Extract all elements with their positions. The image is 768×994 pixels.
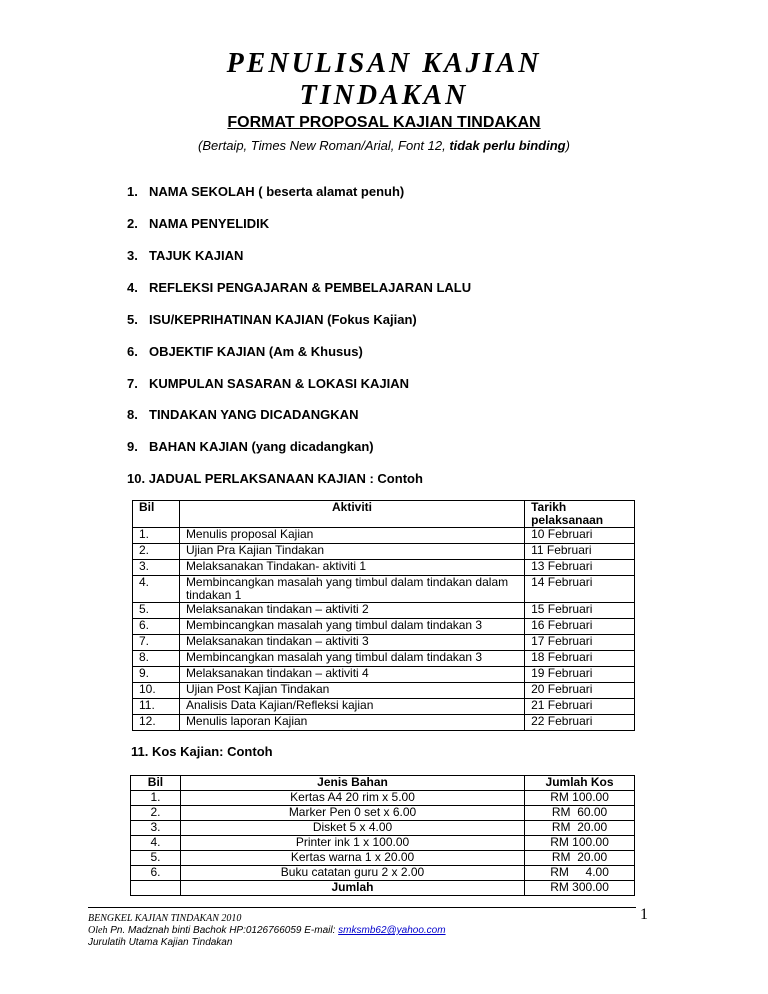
list-item: 6. OBJEKTIF KAJIAN (Am & Khusus) [127, 344, 363, 359]
table-row: 6. Buku catatan guru 2 x 2.00 RM 4.00 [131, 866, 635, 881]
schedule-table [132, 500, 635, 731]
page-subtitle: FORMAT PROPOSAL KAJIAN TINDAKAN [227, 114, 541, 131]
table-row: 3. Disket 5 x 4.00 RM 20.00 [131, 821, 635, 836]
format-note-pre: (Bertaip, Times New Roman/Arial, Font 12, [198, 138, 450, 153]
list-item: 3. TAJUK KAJIAN [127, 248, 244, 263]
table-row: 3. Melaksanakan Tindakan- aktiviti 1 13 Februari [133, 560, 635, 576]
list-item: 1. NAMA SEKOLAH ( beserta alamat penuh) [127, 184, 405, 199]
total-value: RM 300.00 [525, 881, 635, 896]
list-item: 7. KUMPULAN SASARAN & LOKASI KAJIAN [127, 376, 410, 391]
table-row: 2. Marker Pen 0 set x 6.00 RM 60.00 [131, 806, 635, 821]
page-number: 1 [640, 906, 648, 923]
header-bil: Bil [133, 501, 180, 528]
footer-line1: BENGKEL KAJIAN TINDAKAN 2010 [88, 913, 242, 924]
table-row: 8. Membincangkan masalah yang timbul dalam tindakan 3 18 Februari [133, 651, 635, 667]
page-title-line1: PENULISAN KAJIAN [226, 48, 542, 79]
table-row: 6. Membincangkan masalah yang timbul dalam tindakan 3 16 Februari [133, 619, 635, 635]
table-row: 5. Kertas warna 1 x 20.00 RM 20.00 [131, 851, 635, 866]
list-item: 4. REFLEKSI PENGAJARAN & PEMBELAJARAN LALU [127, 280, 472, 295]
format-note-bold: tidak perlu binding [449, 138, 566, 153]
table-row: 9. Melaksanakan tindakan – aktiviti 4 19 Februari [133, 667, 635, 683]
email-link[interactable]: smksmb62@yahoo.com [338, 925, 446, 936]
total-label: Jumlah [180, 881, 524, 896]
footer-text [88, 913, 446, 949]
cost-table [130, 775, 635, 896]
table-row: 4. Printer ink 1 x 100.00 RM 100.00 [131, 836, 635, 851]
list-item: 2. NAMA PENYELIDIK [127, 216, 270, 231]
table-row: 11. Analisis Data Kajian/Refleksi kajian 21 Februari [133, 699, 635, 715]
page-title-line2: TINDAKAN [299, 80, 469, 111]
table-total-row [131, 881, 635, 896]
format-note [0, 138, 768, 153]
list-item: 10. JADUAL PERLAKSANAAN KAJIAN : Contoh [127, 471, 423, 486]
header-tarikh: Tarikh pelaksanaan [525, 501, 635, 528]
list-item: 5. ISU/KEPRIHATINAN KAJIAN (Fokus Kajian) [127, 312, 417, 327]
header-aktiviti: Aktiviti [179, 501, 524, 528]
format-note-post: ) [565, 138, 570, 153]
table-row: 10. Ujian Post Kajian Tindakan 20 Februari [133, 683, 635, 699]
table-row: 12. Menulis laporan Kajian 22 Februari [133, 715, 635, 731]
header-bil: Bil [131, 776, 181, 791]
table-header-row [133, 501, 635, 528]
header-jenis-bahan: Jenis Bahan [180, 776, 524, 791]
table-row: 2. Ujian Pra Kajian Tindakan 11 Februari [133, 544, 635, 560]
table-row: 7. Melaksanakan tindakan – aktiviti 3 17 Februari [133, 635, 635, 651]
list-item: 9. BAHAN KAJIAN (yang dicadangkan) [127, 439, 374, 454]
table-row: 4. Membincangkan masalah yang timbul dalam tindakan dalam tindakan 1 14 Februari [133, 576, 635, 603]
table-row: 1. Kertas A4 20 rim x 5.00 RM 100.00 [131, 791, 635, 806]
header-jumlah-kos: Jumlah Kos [525, 776, 635, 791]
list-item: 8. TINDAKAN YANG DICADANGKAN [127, 407, 359, 422]
table-row: 1. Menulis proposal Kajian 10 Februari [133, 528, 635, 544]
cost-heading: 11. Kos Kajian: Contoh [131, 744, 273, 759]
footer-line3: Jurulatih Utama Kajian Tindakan [88, 937, 233, 948]
table-header-row [131, 776, 635, 791]
table-row: 5. Melaksanakan tindakan – aktiviti 2 15 Februari [133, 603, 635, 619]
footer-line2: Oleh Pn. Madznah binti Bachok HP:0126766059 E-mail: smksmb62@yahoo.com [88, 925, 446, 936]
footer-divider [88, 907, 636, 908]
